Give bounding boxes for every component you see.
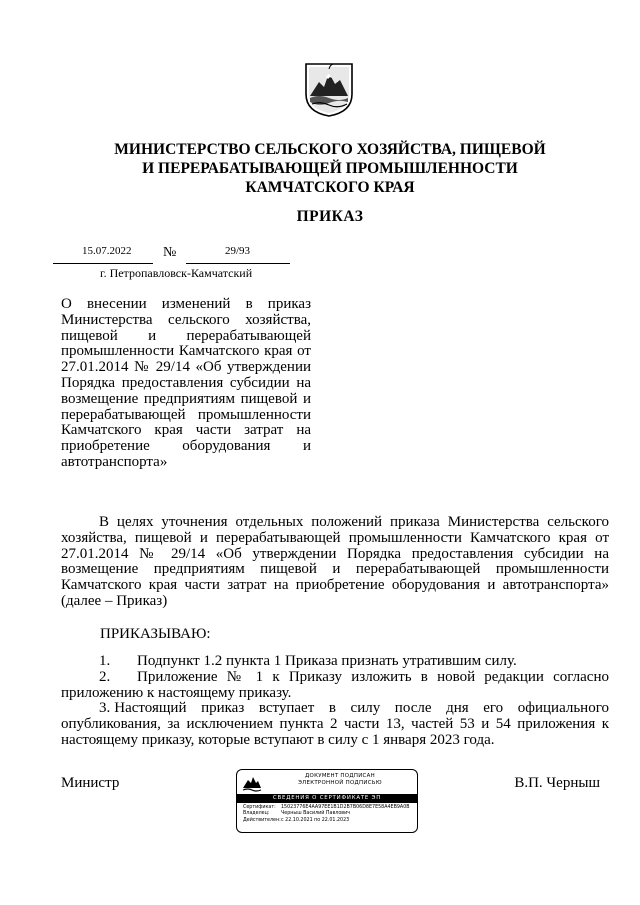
order-items [61, 654, 609, 749]
kamchatka-emblem-icon [302, 60, 356, 118]
order-item-number: 2. [99, 668, 111, 685]
stamp-certificate-bar: СВЕДЕНИЯ О СЕРТИФИКАТЕ ЭП [237, 794, 417, 803]
order-item-text: Подпункт 1.2 пункта 1 Приказа признать утратившим силу. [137, 653, 517, 669]
number-underline [186, 263, 290, 264]
stamp-value: с 22.10.2021 по 22.01.2023 [281, 817, 350, 823]
stamp-label: Действителен: [243, 817, 281, 823]
document-city: г. Петропавловск-Камчатский [100, 266, 253, 280]
number-sign: № [163, 245, 177, 260]
stamp-label: Сертификат: [243, 805, 276, 810]
org-line-1: МИНИСТЕРСТВО СЕЛЬСКОГО ХОЗЯЙСТВА, ПИЩЕВОЙ [114, 141, 546, 158]
organization-name [60, 140, 600, 197]
document-number: 29/93 [225, 245, 251, 257]
order-item-number: 3. [99, 700, 111, 717]
electronic-signature-stamp [236, 769, 418, 833]
stamp-details [243, 805, 414, 824]
order-word: ПРИКАЗЫВАЮ: [100, 626, 211, 642]
preamble-paragraph [61, 515, 609, 610]
stamp-label: Владелец: [243, 811, 270, 817]
order-item-text: Настоящий приказ вступает в силу после дня его официального опубликования, за исключением пункта 2 части 13, частей 53 и 54 приложения к настоящему приказу, которые вступают в силу с 1 января 2023 года. [61, 700, 609, 748]
stamp-line-1: ДОКУМЕНТ ПОДПИСАН [305, 773, 375, 779]
preamble-text: В целях уточнения отдельных положений приказа Министерства сельского хозяйства, пищевой и перерабатывающей промышленности Камчатского края от 27.01.2014 № 29/14 «Об утверждении Порядка предоставления субсидии на возмещение предприятиям пищевой и перерабатывающей промышленности Камчатского края части затрат на приобретение оборудования и автотранспорта» (далее – Приказ) [61, 514, 609, 609]
order-item [61, 670, 609, 702]
order-item [61, 701, 609, 748]
document-type: ПРИКАЗ [296, 208, 364, 225]
document-subject: О внесении изменений в приказ Министерства сельского хозяйства, пищевой и перерабатывающей промышленности Камчатского края от 27.01.2014 № 29/14 «Об утверждении Порядка предоставления субсидии на возмещение предприятиям пищевой и перерабатывающей промышленности Камчатского края части затрат на приобретение оборудования и автотранспорта» [61, 296, 311, 470]
date-underline [53, 263, 153, 264]
order-item-number: 1. [99, 653, 111, 669]
signer-position: Министр [61, 775, 120, 791]
stamp-value: 15023776E4AA97EE1B1D2B7B06D8E7E58A4EB9A0B [281, 805, 410, 810]
order-item-text: Приложение № 1 к Приказу изложить в новой редакции согласно приложению к настоящему приказу. [61, 668, 609, 701]
stamp-emblem-icon [241, 773, 263, 793]
org-line-2: И ПЕРЕРАБАТЫВАЮЩЕЙ ПРОМЫШЛЕННОСТИ [142, 160, 518, 177]
stamp-heading [267, 773, 413, 787]
org-line-3: КАМЧАТСКОГО КРАЯ [245, 179, 415, 196]
stamp-value: Черныш Василий Павлович [281, 811, 351, 817]
signer-name: В.П. Черныш [514, 775, 600, 791]
stamp-line-2: ЭЛЕКТРОННОЙ ПОДПИСЬЮ [298, 780, 382, 786]
document-date: 15.07.2022 [82, 245, 132, 257]
order-item [61, 654, 609, 670]
stamp-row-validity [243, 818, 414, 824]
